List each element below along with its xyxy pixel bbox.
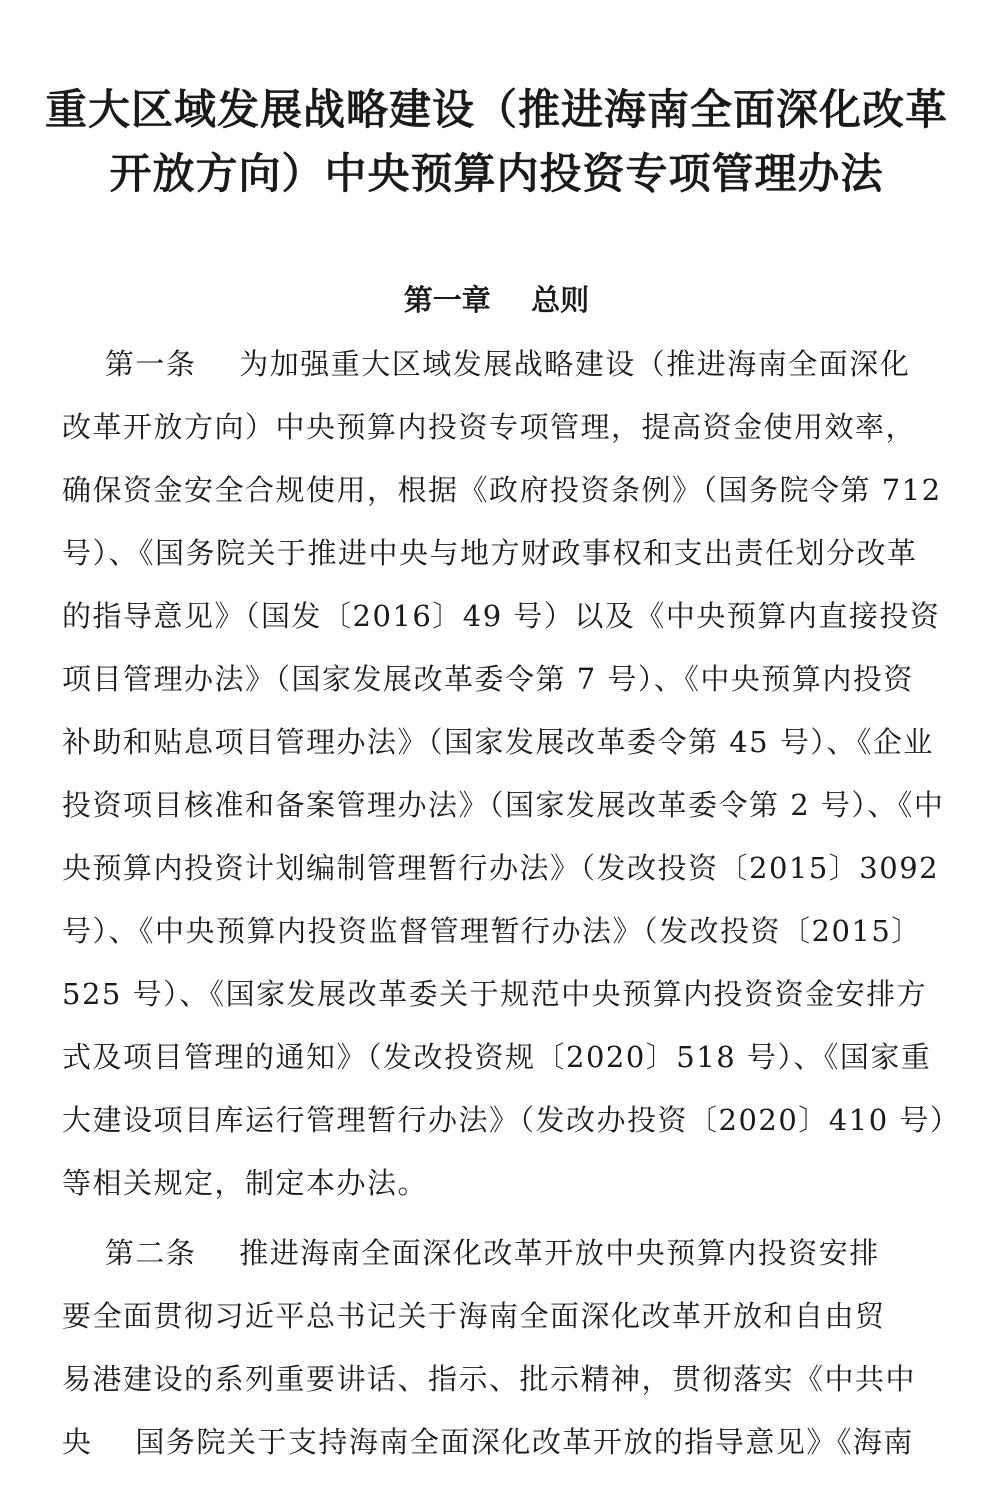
article-1-line: 525 号）、《国家发展改革委关于规范中央预算内投资资金安排方 — [62, 977, 928, 1011]
article-1-line: 投资项目核准和备案管理办法》（国家发展改革委令第 2 号）、《中 — [62, 788, 945, 822]
article-1-line: 号）、《中央预算内投资监督管理暂行办法》（发改投资〔2015〕 — [62, 914, 922, 948]
article-1-line: 的指导意见》（国发〔2016〕49 号）以及《中央预算内直接投资 — [62, 599, 941, 633]
article-2-line: 央 国务院关于支持海南全面深化改革开放的指导意见》《海南 — [62, 1425, 914, 1459]
article-1-line: 号）、《国务院关于推进中央与地方财政事权和支出责任划分改革 — [62, 536, 918, 570]
document-title-line-2: 开放方向）中央预算内投资专项管理办法 — [109, 149, 884, 198]
article-1-line: 第一条 为加强重大区域发展战略建设（推进海南全面深化 — [62, 347, 911, 381]
article-1-line: 改革开放方向）中央预算内投资专项管理，提高资金使用效率， — [62, 410, 917, 444]
document-title-line-1: 重大区域发展战略建设（推进海南全面深化改革 — [44, 85, 948, 134]
article-1-line: 等相关规定，制定本办法。 — [62, 1166, 429, 1200]
article-1-line: 央预算内投资计划编制管理暂行办法》（发改投资〔2015〕3092 — [62, 851, 940, 885]
article-2-line: 第二条 推进海南全面深化改革开放中央预算内投资安排 — [62, 1236, 880, 1270]
article-2-line: 易港建设的系列重要讲话、指示、批示精神，贯彻落实《中共中 — [62, 1362, 917, 1396]
chapter-heading: 第一章 总则 — [403, 283, 590, 317]
article-1-line: 项目管理办法》（国家发展改革委令第 7 号）、《中央预算内投资 — [62, 662, 914, 696]
article-1-line: 式及项目管理的通知》（发改投资规〔2020〕518 号）、《国家重 — [62, 1040, 932, 1074]
article-1-line: 大建设项目库运行管理暂行办法》（发改办投资〔2020〕410 号） — [62, 1103, 961, 1137]
article-1-line: 确保资金安全合规使用，根据《政府投资条例》（国务院令第 712 — [62, 473, 942, 507]
article-1-line: 补助和贴息项目管理办法》（国家发展改革委令第 45 号）、《企业 — [62, 725, 934, 759]
article-2-line: 要全面贯彻习近平总书记关于海南全面深化改革开放和自由贸 — [62, 1299, 886, 1333]
